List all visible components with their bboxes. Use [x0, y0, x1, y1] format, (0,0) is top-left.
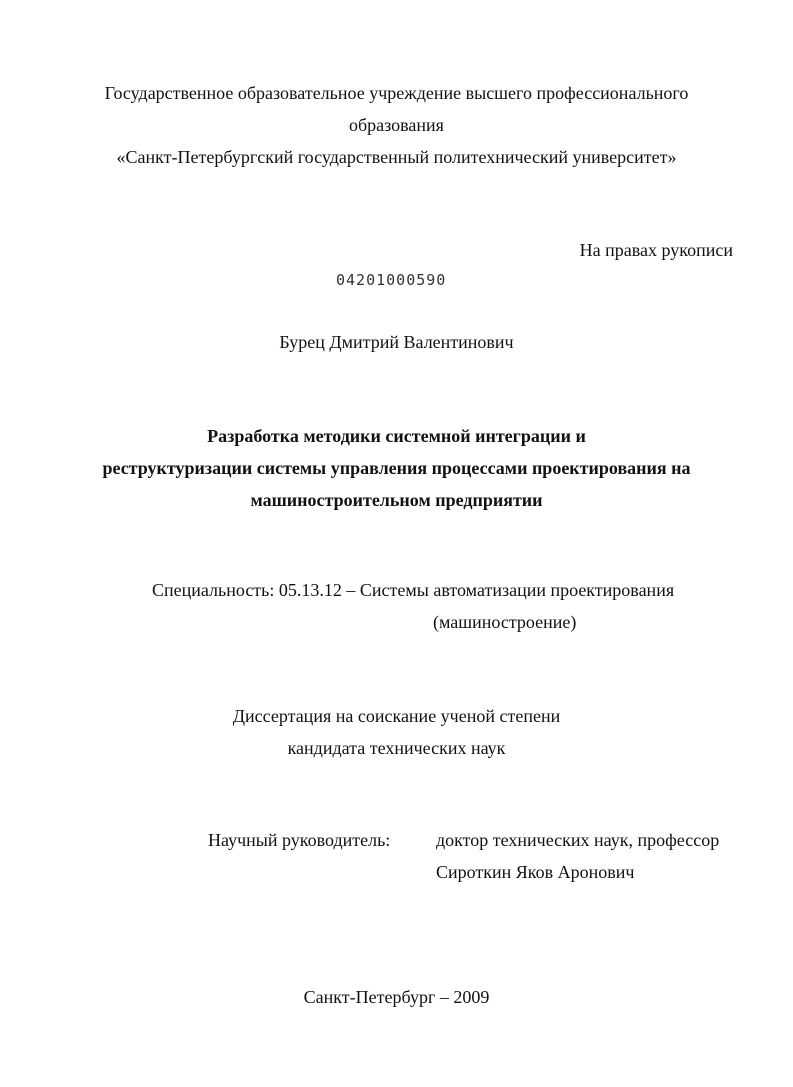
dissertation-title-line-3: машиностроительном предприятии	[250, 490, 543, 510]
degree-line-2: кандидата технических наук	[287, 738, 506, 758]
specialty-line-2: (машиностроение)	[433, 612, 577, 632]
dissertation-title-line-1: Разработка методики системной интеграции и	[207, 426, 586, 446]
dissertation-title-line-2: реструктуризации системы управления процессами проектирования на	[102, 458, 691, 478]
city-year: Санкт-Петербург – 2009	[303, 987, 490, 1007]
rights-note: На правах рукописи	[579, 240, 733, 260]
institution-line-3: «Санкт-Петербургский государственный политехнический университет»	[116, 147, 677, 167]
author-name: Бурец Дмитрий Валентинович	[279, 332, 514, 352]
supervisor-label: Научный руководитель:	[208, 830, 391, 850]
supervisor-title: доктор технических наук, профессор	[436, 830, 720, 850]
supervisor-name: Сироткин Яков Аронович	[436, 862, 635, 882]
specialty-line-1: Специальность: 05.13.12 – Системы автоматизации проектирования	[152, 580, 675, 600]
catalog-number: 04201000590	[336, 271, 447, 289]
degree-line-1: Диссертация на соискание ученой степени	[232, 706, 561, 726]
institution-line-1: Государственное образовательное учреждение высшего профессионального	[104, 83, 689, 103]
institution-line-2: образования	[349, 115, 444, 135]
